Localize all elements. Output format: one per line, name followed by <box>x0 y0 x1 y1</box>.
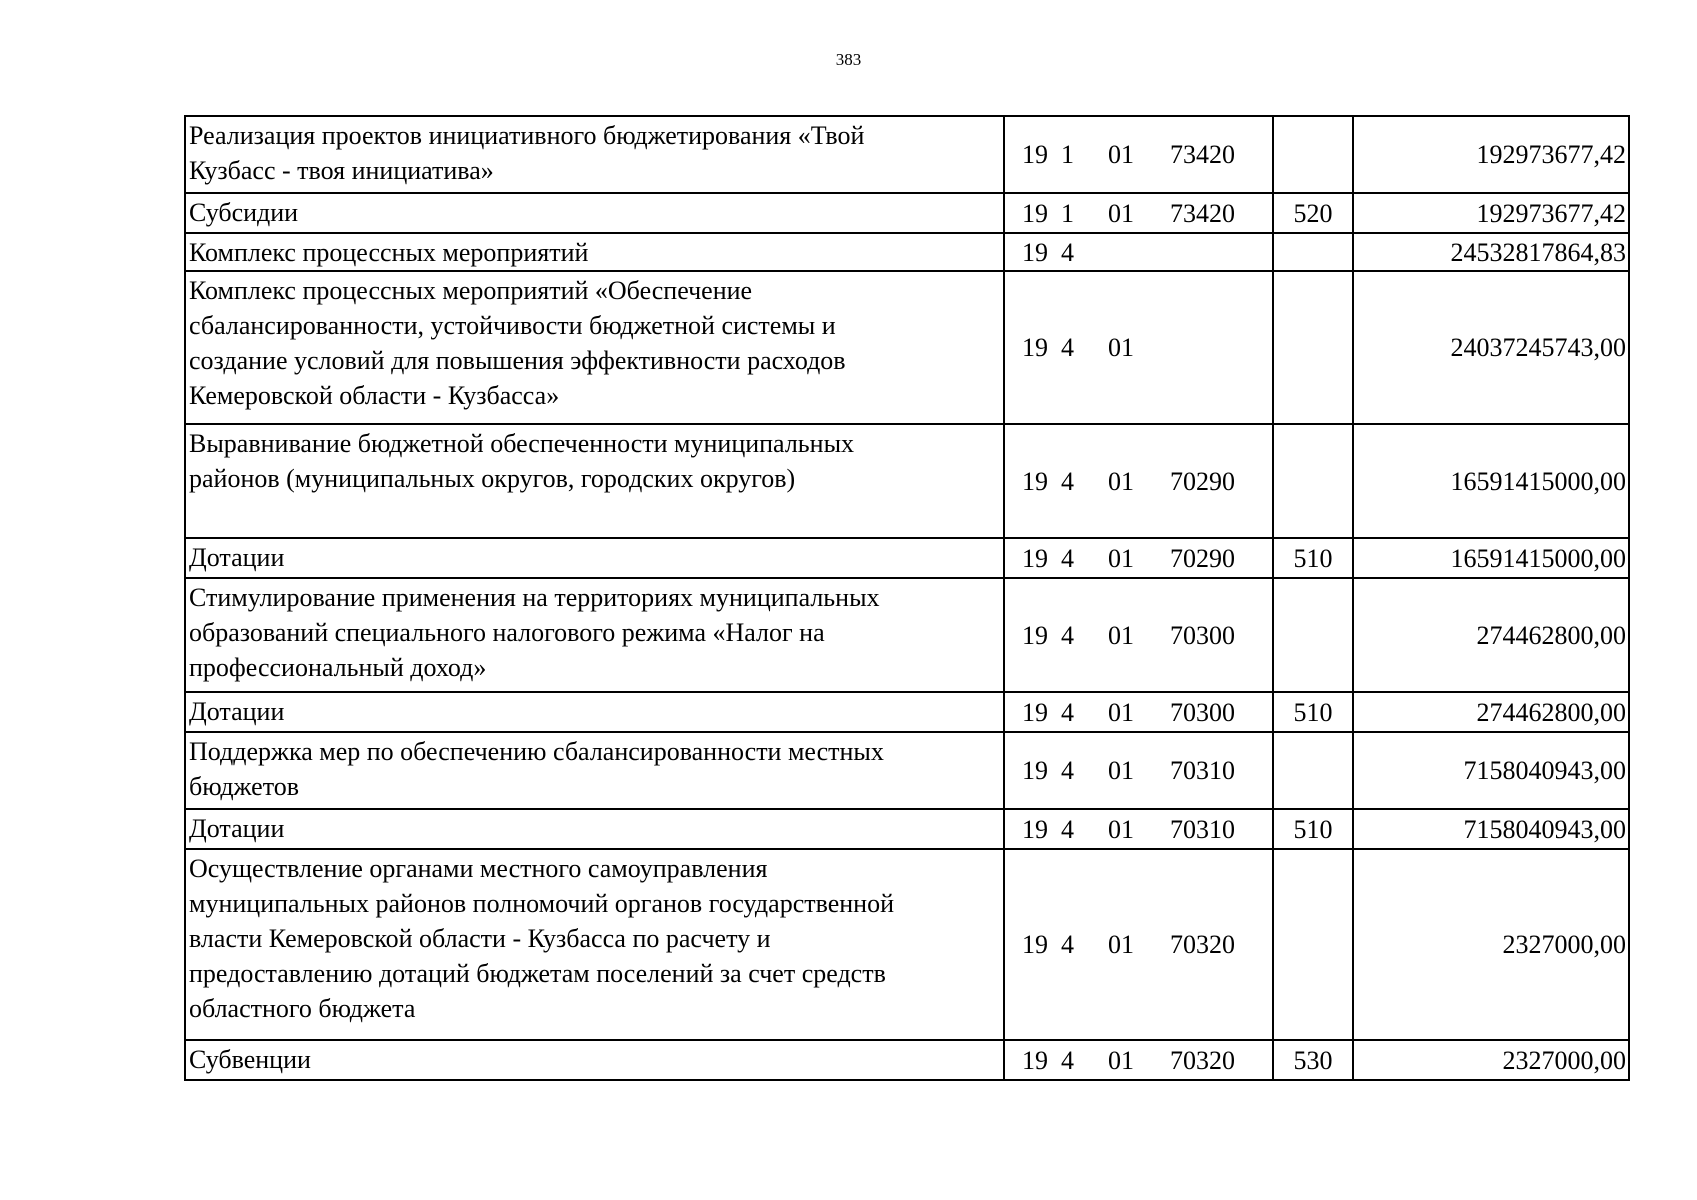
row-code-cell <box>1004 424 1273 538</box>
row-name-line: создание условий для повышения эффективности расходов <box>189 346 846 375</box>
direction-code: 70310 <box>1170 756 1235 785</box>
row-name-cell <box>185 233 1004 271</box>
row-name-cell <box>185 424 1004 538</box>
row-code-cell <box>1004 578 1273 692</box>
main-event-code: 01 <box>1108 543 1134 573</box>
table-row <box>185 538 1629 578</box>
main-event-code: 01 <box>1108 756 1134 785</box>
row-name-cell <box>185 578 1004 692</box>
program-code: 19 <box>1022 620 1048 650</box>
row-name-line: Осуществление органами местного самоуправления <box>189 854 768 883</box>
row-code-cell <box>1004 271 1273 424</box>
main-event-code: 01 <box>1108 466 1134 496</box>
row-code-cell <box>1004 732 1273 809</box>
amount-value: 274462800,00 <box>1353 578 1629 692</box>
direction-code: 70300 <box>1170 697 1235 727</box>
direction-code: 70290 <box>1170 466 1235 496</box>
table-row <box>185 1040 1629 1080</box>
table-row <box>185 849 1629 1040</box>
subprogram-code: 4 <box>1061 543 1074 573</box>
table-row <box>185 233 1629 271</box>
expense-type-code <box>1273 732 1353 809</box>
table-body <box>185 116 1629 1080</box>
program-code: 19 <box>1022 930 1048 959</box>
main-event-code: 01 <box>1108 1045 1134 1075</box>
expense-type-code <box>1273 578 1353 692</box>
subprogram-code: 1 <box>1061 140 1074 169</box>
program-code: 19 <box>1022 140 1048 169</box>
row-code-cell <box>1004 849 1273 1040</box>
expense-type-code: 520 <box>1273 193 1353 233</box>
row-name-line: Дотации <box>189 543 285 572</box>
subprogram-code: 4 <box>1061 620 1074 650</box>
page-number: 383 <box>835 50 862 69</box>
main-event-code: 01 <box>1108 697 1134 727</box>
table-row <box>185 424 1629 538</box>
amount-value: 192973677,42 <box>1353 116 1629 193</box>
row-name-cell <box>185 692 1004 732</box>
program-code: 19 <box>1022 333 1048 362</box>
expense-type-code: 510 <box>1273 538 1353 578</box>
row-name-line: Комплекс процессных мероприятий «Обеспечение <box>189 276 753 305</box>
subprogram-code: 4 <box>1061 333 1074 362</box>
table-row <box>185 578 1629 692</box>
subprogram-code: 4 <box>1061 697 1074 727</box>
amount-value: 7158040943,00 <box>1353 809 1629 849</box>
row-name-line: Дотации <box>189 814 285 843</box>
row-name-line: сбалансированности, устойчивости бюджетной системы и <box>189 311 836 340</box>
table-row <box>185 809 1629 849</box>
expense-type-code: 530 <box>1273 1040 1353 1080</box>
row-name-line: профессиональный доход» <box>189 653 487 682</box>
direction-code: 70320 <box>1170 1045 1235 1075</box>
row-name-line: Стимулирование применения на территориях муниципальных <box>189 583 880 612</box>
row-name-line: Субвенции <box>189 1045 311 1074</box>
direction-code: 70320 <box>1170 930 1235 959</box>
program-code: 19 <box>1022 814 1048 844</box>
amount-value: 274462800,00 <box>1353 692 1629 732</box>
row-name-cell <box>185 538 1004 578</box>
main-event-code: 01 <box>1108 140 1134 169</box>
main-event-code: 01 <box>1108 930 1134 959</box>
main-event-code: 01 <box>1108 198 1134 228</box>
row-code-cell <box>1004 1040 1273 1080</box>
amount-value: 2327000,00 <box>1353 849 1629 1040</box>
expense-type-code: 510 <box>1273 809 1353 849</box>
row-name-line: власти Кемеровской области - Кузбасса по расчету и <box>189 924 771 953</box>
table-row <box>185 116 1629 193</box>
row-name-cell <box>185 271 1004 424</box>
row-name-line: бюджетов <box>189 772 300 801</box>
expense-type-code <box>1273 424 1353 538</box>
row-name-line: областного бюджета <box>189 994 416 1023</box>
table-row <box>185 692 1629 732</box>
row-code-cell <box>1004 692 1273 732</box>
row-code-cell <box>1004 233 1273 271</box>
direction-code: 70310 <box>1170 814 1235 844</box>
row-name-line: Субсидии <box>189 198 299 227</box>
program-code: 19 <box>1022 756 1048 785</box>
amount-value: 16591415000,00 <box>1353 424 1629 538</box>
row-code-cell <box>1004 193 1273 233</box>
amount-value: 7158040943,00 <box>1353 732 1629 809</box>
row-name-line: образований специального налогового режима «Налог на <box>189 618 825 647</box>
row-name-cell <box>185 116 1004 193</box>
subprogram-code: 4 <box>1061 466 1074 496</box>
subprogram-code: 4 <box>1061 814 1074 844</box>
direction-code: 70300 <box>1170 620 1235 650</box>
expense-type-code <box>1273 233 1353 271</box>
table-row <box>185 193 1629 233</box>
row-name-cell <box>185 193 1004 233</box>
row-name-line: Поддержка мер по обеспечению сбалансированности местных <box>189 737 884 766</box>
expense-type-code: 510 <box>1273 692 1353 732</box>
amount-value: 24037245743,00 <box>1353 271 1629 424</box>
direction-code: 73420 <box>1170 198 1235 228</box>
budget-table <box>184 115 1630 1081</box>
program-code: 19 <box>1022 198 1048 228</box>
main-event-code: 01 <box>1108 814 1134 844</box>
row-code-cell <box>1004 538 1273 578</box>
direction-code: 70290 <box>1170 543 1235 573</box>
program-code: 19 <box>1022 237 1048 267</box>
amount-value: 24532817864,83 <box>1353 233 1629 271</box>
program-code: 19 <box>1022 1045 1048 1075</box>
row-name-line: Кемеровской области - Кузбасса» <box>189 381 560 410</box>
expense-type-code <box>1273 271 1353 424</box>
program-code: 19 <box>1022 543 1048 573</box>
main-event-code: 01 <box>1108 620 1134 650</box>
row-name-line: Комплекс процессных мероприятий <box>189 238 589 267</box>
row-name-cell <box>185 809 1004 849</box>
subprogram-code: 4 <box>1061 756 1074 785</box>
program-code: 19 <box>1022 466 1048 496</box>
subprogram-code: 4 <box>1061 1045 1074 1075</box>
row-name-cell <box>185 849 1004 1040</box>
row-name-line: Реализация проектов инициативного бюджетирования «Твой <box>189 121 865 150</box>
row-name-cell <box>185 1040 1004 1080</box>
direction-code: 73420 <box>1170 140 1235 169</box>
row-name-cell <box>185 732 1004 809</box>
row-code-cell <box>1004 116 1273 193</box>
subprogram-code: 1 <box>1061 198 1074 228</box>
row-name-line: Кузбасс - твоя инициатива» <box>189 156 494 185</box>
table-row <box>185 732 1629 809</box>
amount-value: 192973677,42 <box>1353 193 1629 233</box>
amount-value: 16591415000,00 <box>1353 538 1629 578</box>
amount-value: 2327000,00 <box>1353 1040 1629 1080</box>
row-name-line: районов (муниципальных округов, городских округов) <box>189 464 796 493</box>
program-code: 19 <box>1022 697 1048 727</box>
row-name-line: муниципальных районов полномочий органов государственной <box>189 889 894 918</box>
row-code-cell <box>1004 809 1273 849</box>
row-name-line: предоставлению дотаций бюджетам поселений за счет средств <box>189 959 886 988</box>
row-name-line: Выравнивание бюджетной обеспеченности муниципальных <box>189 429 855 458</box>
subprogram-code: 4 <box>1061 930 1074 959</box>
expense-type-code <box>1273 849 1353 1040</box>
main-event-code: 01 <box>1108 333 1134 362</box>
table-row <box>185 271 1629 424</box>
row-name-line: Дотации <box>189 697 285 726</box>
subprogram-code: 4 <box>1061 237 1074 267</box>
expense-type-code <box>1273 116 1353 193</box>
